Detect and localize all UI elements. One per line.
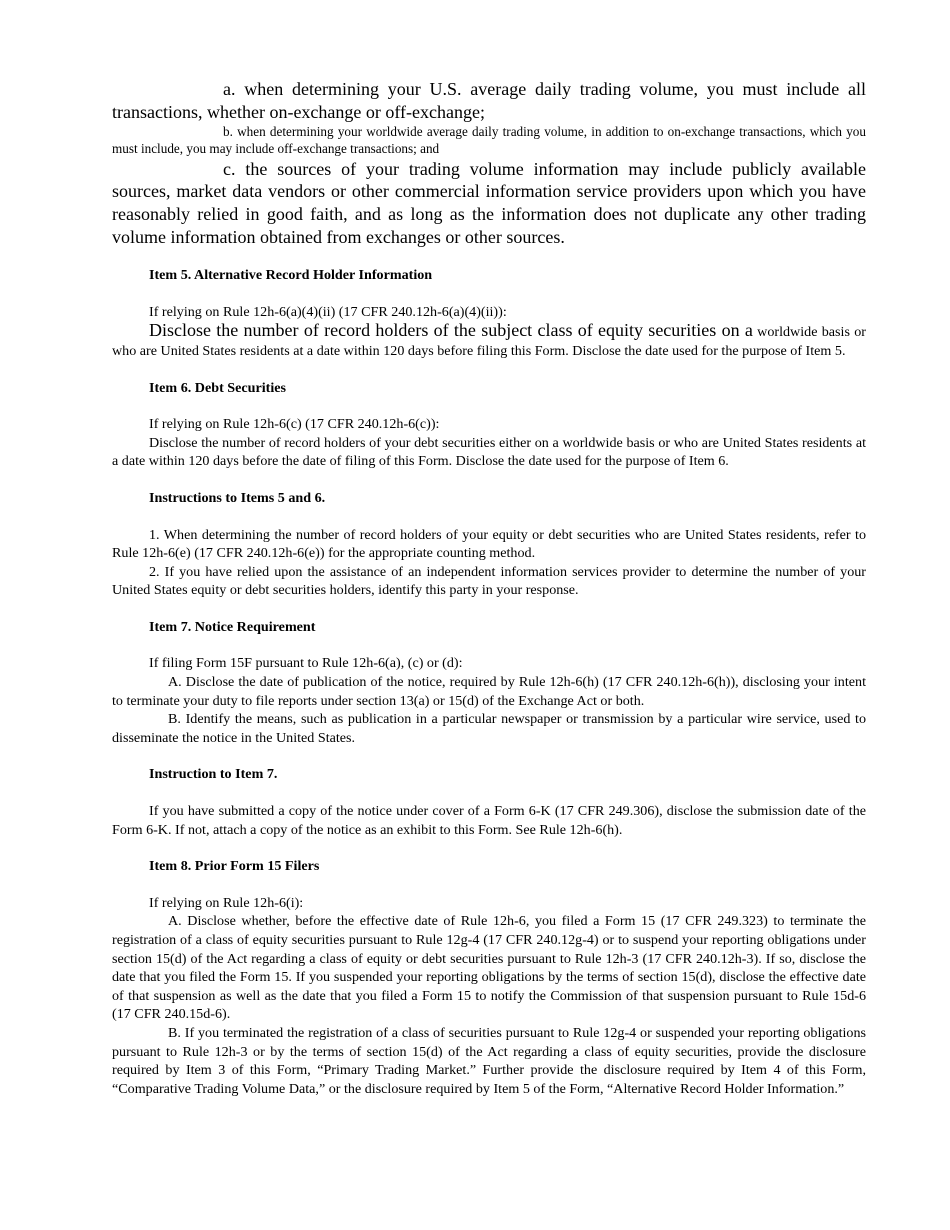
item5-body <box>112 321 866 360</box>
item7-b: B. Identify the means, such as publication in a particular newspaper or transmission by a particular wire service, used to disseminate the notice in the United States. <box>112 711 866 746</box>
item5-body-rest: worldwide basis or who are United States residents at a date within 120 days before filing this Form. Disclose the date used for the purpose of Item 5. <box>112 324 866 359</box>
item6-heading: Item 6. Debt Securities <box>149 379 286 396</box>
instructions-5-6-p1: 1. When determining the number of record holders of your equity or debt securities who are United States residents, refer to Rule 12h-6(e) (17 CFR 240.12h-6(e)) for the appropriate counting method. <box>112 526 866 562</box>
item5-body-large: Disclose the number of record holders of the subject class of equity securities on a <box>149 320 753 341</box>
item7-a: A. Disclose the date of publication of the notice, required by Rule 12h-6(h) (17 CFR 240.12h-6(h)), disclosing your intent to terminate your duty to file reports under section 13(a) or 15(d) of the Exchange Act or both. <box>112 674 866 709</box>
item6-body: Disclose the number of record holders of your debt securities either on a worldwide basis or who are United States residents at a date within 120 days before the date of filing of this Form. Disclose the date used for the purpose of Item 6. <box>112 434 866 470</box>
instructions-5-6-heading: Instructions to Items 5 and 6. <box>149 489 326 506</box>
trading-volume-item-c: c. the sources of your trading volume information may include publicly available sources, market data vendors or other commercial information service providers upon which you have reasonably relied in good faith, and as long as the information does not duplicate any other trading volume information obtained from exchanges or other sources. <box>112 158 866 247</box>
item8-heading: Item 8. Prior Form 15 Filers <box>149 858 320 875</box>
instructions-5-6-p2: 2. If you have relied upon the assistance of an independent information services provider to determine the number of your United States equity or debt securities holders, identify this party in your response. <box>112 563 866 599</box>
trading-volume-item-b: b. when determining your worldwide average daily trading volume, in addition to on-exchange transactions, which you must include, you may include off-exchange transactions; and <box>112 124 866 157</box>
item5-heading: Item 5. Alternative Record Holder Information <box>149 267 433 284</box>
instruction-7-body: If you have submitted a copy of the notice under cover of a Form 6-K (17 CFR 249.306), disclose the submission date of the Form 6-K. If not, attach a copy of the notice as an exhibit to this Form. See Rule 12h-6(h). <box>112 803 866 838</box>
item7-heading: Item 7. Notice Requirement <box>149 618 316 635</box>
instruction-7-heading: Instruction to Item 7. <box>149 766 278 783</box>
item7-intro: If filing Form 15F pursuant to Rule 12h-6(a), (c) or (d): <box>149 655 463 672</box>
item8-a: A. Disclose whether, before the effective date of Rule 12h-6, you filed a Form 15 (17 CFR 249.323) to terminate the registration of a class of equity securities pursuant to Rule 12g-4 (17 CFR 240.12g-4) or to suspend your reporting obligations under section 15(d) of the Act regarding a class of equity or debt securities pursuant to Rule 12h-3 (17 CFR 240.12h-3). If so, disclose the date that you filed the Form 15. If you suspended your reporting obligations by the terms of section 15(d), disclose the effective date of that suspension as well as the date that you filed a Form 15 to notify the Commission of that suspension pursuant to Rule 15d-6 (17 CFR 240.15d-6). <box>112 913 866 1023</box>
item8-b: B. If you terminated the registration of a class of securities pursuant to Rule 12g-4 or suspended your reporting obligations pursuant to Rule 12h-3 or by the terms of section 15(d) of the Act regarding a class of equity securities, provide the disclosure required by Item 3 of this Form, “Primary Trading Market.” Further provide the disclosure required by Item 4 of this Form, “Comparative Trading Volume Data,” or the disclosure required by Item 5 of the Form, “Alternative Record Holder Information.” <box>112 1024 866 1097</box>
trading-volume-item-a: a. when determining your U.S. average daily trading volume, you must include all transactions, whether on-exchange or off-exchange; <box>112 79 866 122</box>
item5-intro: If relying on Rule 12h-6(a)(4)(ii) (17 CFR 240.12h-6(a)(4)(ii)): <box>149 303 507 320</box>
item8-intro: If relying on Rule 12h-6(i): <box>149 894 304 911</box>
document-page <box>112 78 866 1098</box>
item6-intro: If relying on Rule 12h-6(c) (17 CFR 240.12h-6(c)): <box>149 416 440 433</box>
